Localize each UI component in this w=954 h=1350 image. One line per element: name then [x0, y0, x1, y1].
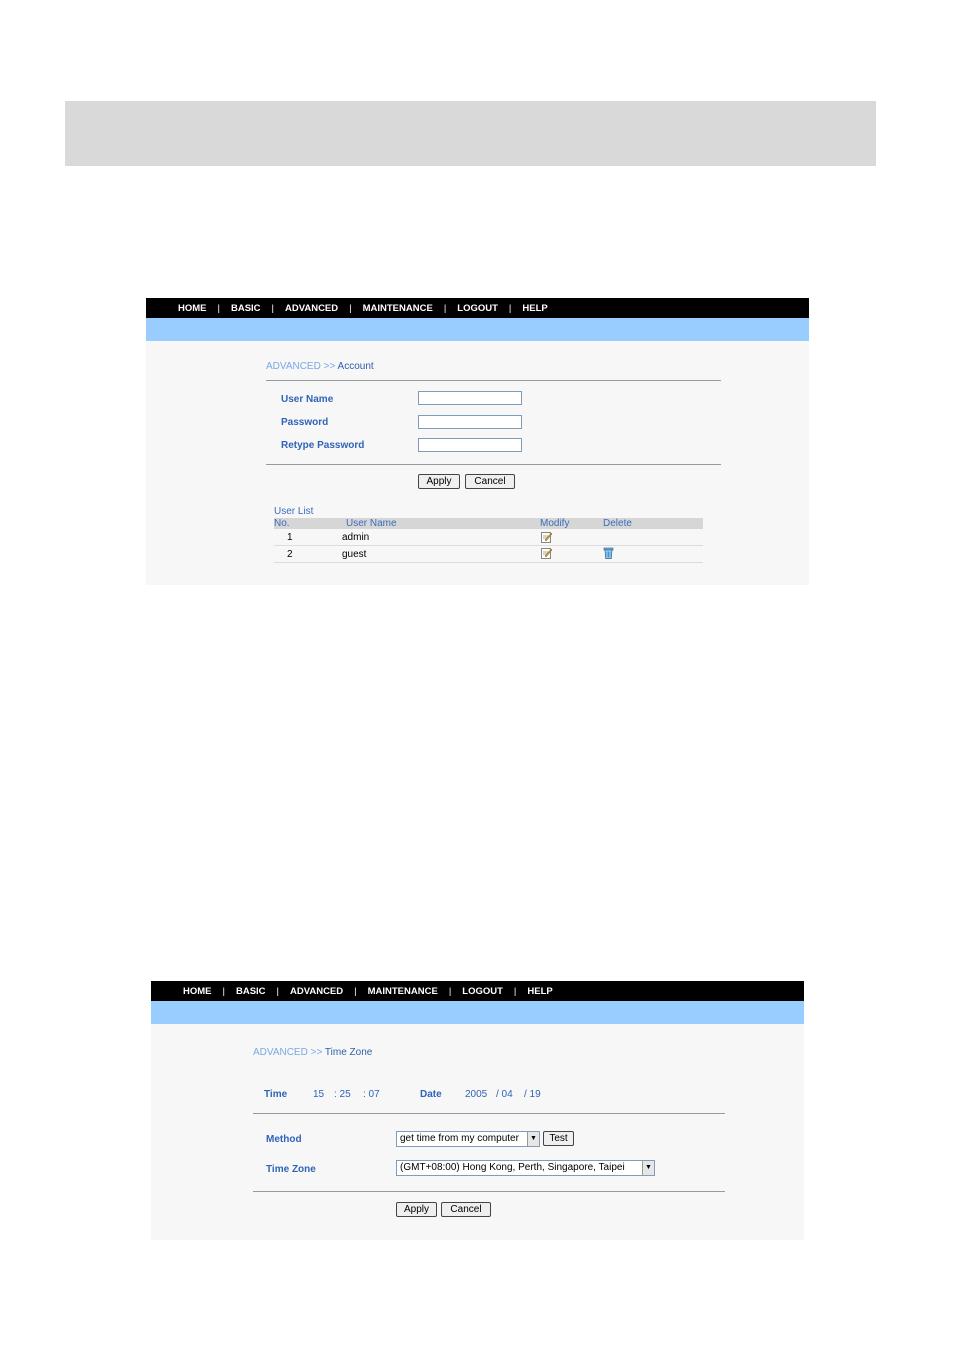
cancel-button[interactable]: Cancel	[465, 474, 515, 489]
row-divider	[274, 562, 703, 563]
table-header-row	[274, 518, 703, 529]
date-month: / 04	[496, 1089, 513, 1100]
date-day: / 19	[524, 1089, 541, 1100]
timezone-select-value: (GMT+08:00) Hong Kong, Perth, Singapore, Taipei	[400, 1162, 625, 1173]
breadcrumb	[253, 1047, 372, 1058]
nav-logout[interactable]: LOGOUT	[457, 302, 498, 314]
trash-icon[interactable]	[603, 547, 614, 559]
row-no: 1	[287, 532, 293, 543]
nav-maintenance[interactable]: MAINTENANCE	[367, 985, 438, 997]
col-delete: Delete	[603, 518, 632, 529]
time-hour: 15	[313, 1089, 325, 1100]
username-label: User Name	[281, 394, 334, 405]
nav-advanced[interactable]: ADVANCED	[285, 302, 339, 314]
top-nav: HOME | BASIC | ADVANCED | MAINTENANCE | LOGOUT | HELP	[151, 981, 804, 1001]
password-field[interactable]	[418, 415, 522, 429]
nav-basic[interactable]: BASIC	[235, 985, 266, 997]
breadcrumb-page: Account	[337, 361, 374, 372]
date-label: Date	[420, 1089, 442, 1100]
account-screenshot	[146, 298, 809, 585]
divider	[253, 1191, 725, 1192]
col-modify: Modify	[540, 518, 570, 529]
row-no: 2	[287, 549, 293, 560]
nav-home[interactable]: HOME	[183, 985, 212, 997]
timezone-select[interactable]	[396, 1160, 655, 1176]
apply-button[interactable]: Apply	[396, 1202, 437, 1217]
breadcrumb-page: Time Zone	[324, 1047, 373, 1058]
nav-advanced[interactable]: ADVANCED	[290, 985, 344, 997]
date-year: 2005	[465, 1089, 488, 1100]
top-nav: HOME | BASIC | ADVANCED | MAINTENANCE | LOGOUT | HELP	[146, 298, 809, 318]
divider	[266, 464, 721, 465]
password-label: Password	[281, 417, 329, 428]
row-divider	[274, 545, 703, 546]
breadcrumb	[266, 361, 374, 372]
chevron-down-icon: ▼	[527, 1132, 539, 1146]
nav-home[interactable]: HOME	[178, 302, 207, 314]
cancel-button[interactable]: Cancel	[441, 1202, 491, 1217]
chevron-down-icon: ▼	[642, 1161, 654, 1175]
edit-icon[interactable]	[541, 531, 552, 543]
method-select-value: get time from my computer	[400, 1133, 519, 1144]
time-label: Time	[264, 1089, 288, 1100]
method-label: Method	[266, 1134, 302, 1145]
divider	[253, 1113, 725, 1114]
breadcrumb-section[interactable]: ADVANCED >>	[253, 1047, 323, 1058]
user-list-title: User List	[274, 506, 314, 517]
time-second: : 07	[363, 1089, 380, 1100]
col-no: No.	[274, 518, 290, 529]
document-header-band	[65, 101, 876, 166]
nav-logout[interactable]: LOGOUT	[462, 985, 503, 997]
nav-help[interactable]: HELP	[522, 302, 548, 314]
breadcrumb-section[interactable]: ADVANCED >>	[266, 361, 336, 372]
apply-button[interactable]: Apply	[418, 474, 460, 489]
divider	[266, 380, 721, 381]
time-minute: : 25	[334, 1089, 351, 1100]
nav-help[interactable]: HELP	[527, 985, 553, 997]
row-user-name: guest	[342, 549, 367, 560]
test-button[interactable]: Test	[543, 1131, 574, 1146]
sub-nav-band	[146, 318, 809, 341]
row-user-name: admin	[342, 532, 370, 543]
username-field[interactable]	[418, 391, 522, 405]
edit-icon[interactable]	[541, 547, 552, 559]
sub-nav-band	[151, 1001, 804, 1024]
timezone-screenshot	[151, 981, 804, 1240]
timezone-label: Time Zone	[266, 1164, 316, 1175]
method-select[interactable]	[396, 1131, 540, 1147]
nav-basic[interactable]: BASIC	[230, 302, 261, 314]
retype-password-field[interactable]	[418, 438, 522, 452]
col-user-name: User Name	[346, 518, 397, 529]
nav-maintenance[interactable]: MAINTENANCE	[362, 302, 433, 314]
retype-password-label: Retype Password	[281, 440, 365, 451]
